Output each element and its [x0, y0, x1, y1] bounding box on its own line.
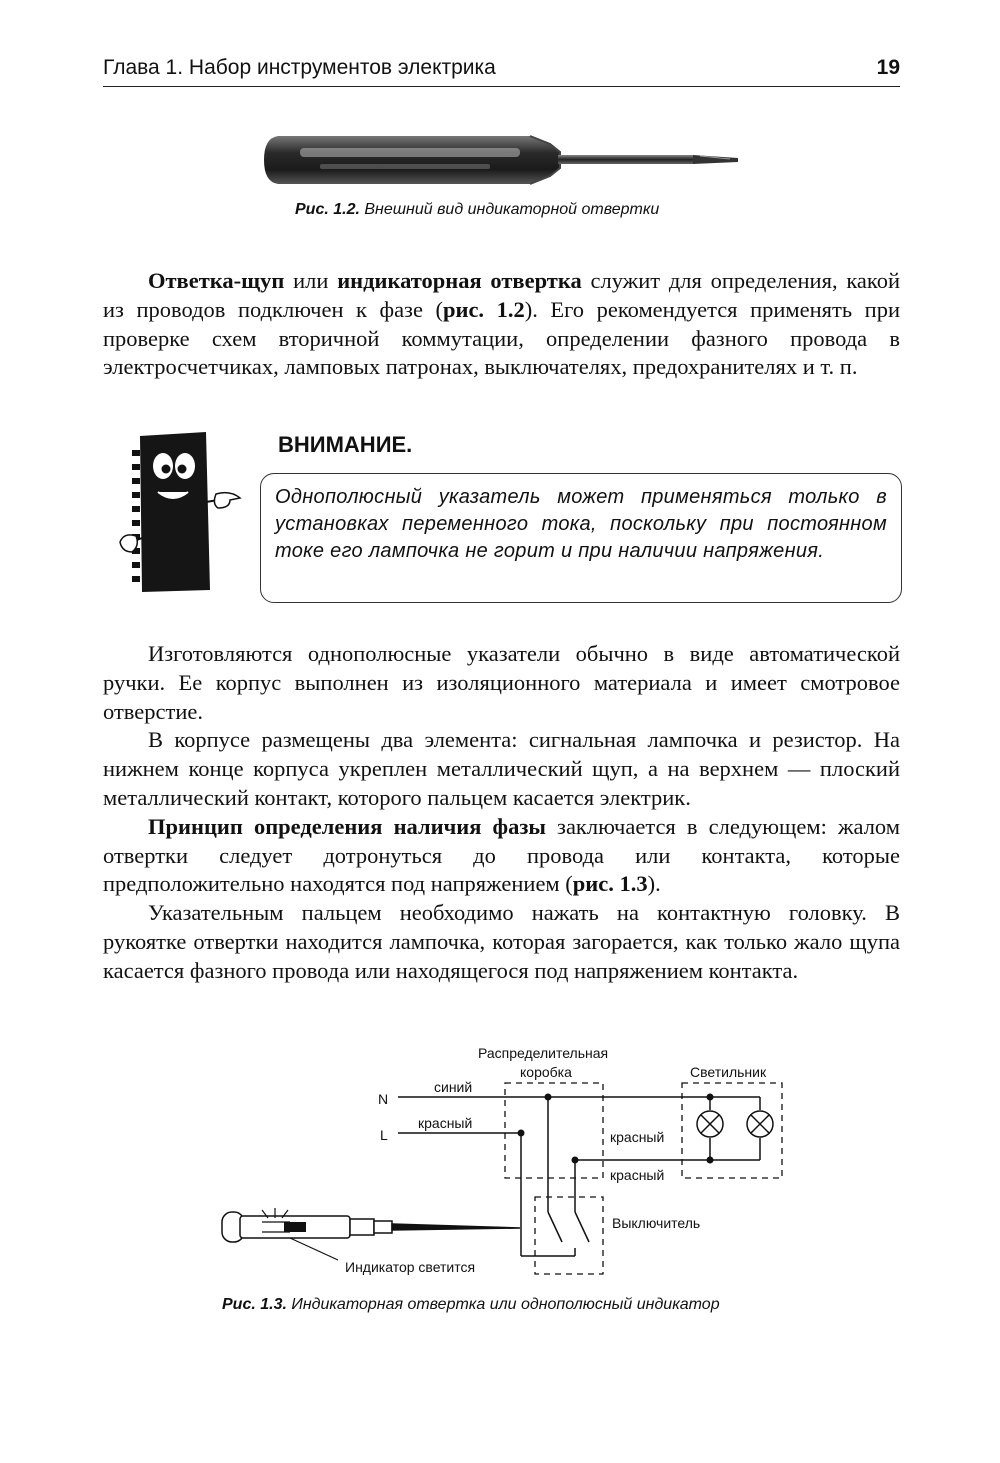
red-wire-label-3: красный	[610, 1167, 665, 1183]
text-fragment: ).	[647, 871, 661, 897]
paragraph-1	[103, 267, 900, 382]
figure-1-2-label: Рис. 1.2.	[295, 201, 360, 218]
blue-wire-label: синий	[434, 1079, 473, 1095]
attention-text: Однополюсный указатель может применяться только в установках переменного тока, поскольку при постоянном токе его лампочка не горит и при наличии напряжения.	[275, 486, 887, 562]
figure-ref: рис. 1.3	[572, 871, 648, 897]
term-probe: Ответка-щуп	[148, 268, 285, 293]
figure-screwdriver-photo	[260, 126, 750, 194]
figure-ref: рис. 1.2	[442, 296, 525, 322]
red-wire-label: красный	[418, 1115, 473, 1131]
dist-box-label-2: коробка	[520, 1064, 572, 1080]
figure-1-3-caption	[222, 1296, 720, 1314]
wiring-diagram	[210, 1040, 800, 1285]
paragraph-5: Указательным пальцем необходимо нажать на контактную головку. В рукоятке отвертки находится лампочка, которая загорается, как только жало щупа касается фазного провода или находящегося под напряжением контакта.	[103, 900, 900, 983]
red-wire-label-2: красный	[610, 1129, 665, 1145]
lamp-label: Светильник	[690, 1064, 767, 1080]
paragraph-4	[103, 813, 900, 899]
text-fragment: служит для определения, какой из проводов подключен к фазе (	[103, 268, 900, 322]
indicator-label: Индикатор светится	[345, 1259, 476, 1275]
switch-label: Выключитель	[612, 1215, 701, 1231]
term-indicator-screwdriver: индикаторная отвертка	[337, 268, 582, 293]
text-fragment: ). Его рекомендуется применять при проверке схем вторичной коммутации, определении фазного провода в электросчетчиках, ламповых патронах, выключателях, предохранителях и т. п.	[103, 296, 900, 380]
l-label: L	[380, 1127, 388, 1143]
page-number: 19	[876, 56, 900, 79]
term-phase-principle: Принцип определения наличия фазы	[148, 813, 546, 839]
attention-heading: ВНИМАНИЕ.	[278, 432, 413, 457]
figure-1-3-label: Рис. 1.3.	[222, 1296, 287, 1313]
running-header	[103, 56, 900, 87]
figure-1-3-text: Индикаторная отвертка или однополюсный индикатор	[286, 1296, 720, 1313]
dist-box-label-1: Распределительная	[478, 1045, 609, 1061]
paragraph-3: В корпусе размещены два элемента: сигнальная лампочка и резистор. На нижнем конце корпуса укреплен металлический щуп, а на верхнем — плоский металлический контакт, которого пальцем касается электрик.	[103, 727, 900, 810]
body-paragraphs	[103, 640, 900, 986]
text-fragment: заключается в следующем: жалом отвертки следует дотронуться до провода или контакта, которые предположительно находятся под напряжением (	[103, 813, 900, 897]
paragraph-2: Изготовляются однополюсные указатели обычно в виде автоматической ручки. Ее корпус выполнен из изоляционного материала и имеет смотровое отверстие.	[103, 641, 900, 724]
n-label: N	[378, 1091, 389, 1107]
attention-box	[260, 473, 902, 603]
figure-1-2-caption	[295, 201, 659, 219]
mascot-chip-icon	[118, 430, 243, 595]
text-fragment: или	[284, 268, 338, 293]
figure-1-2-text: Внешний вид индикаторной отвертки	[359, 201, 660, 218]
chapter-title: Глава 1. Набор инструментов электрика	[103, 56, 496, 79]
